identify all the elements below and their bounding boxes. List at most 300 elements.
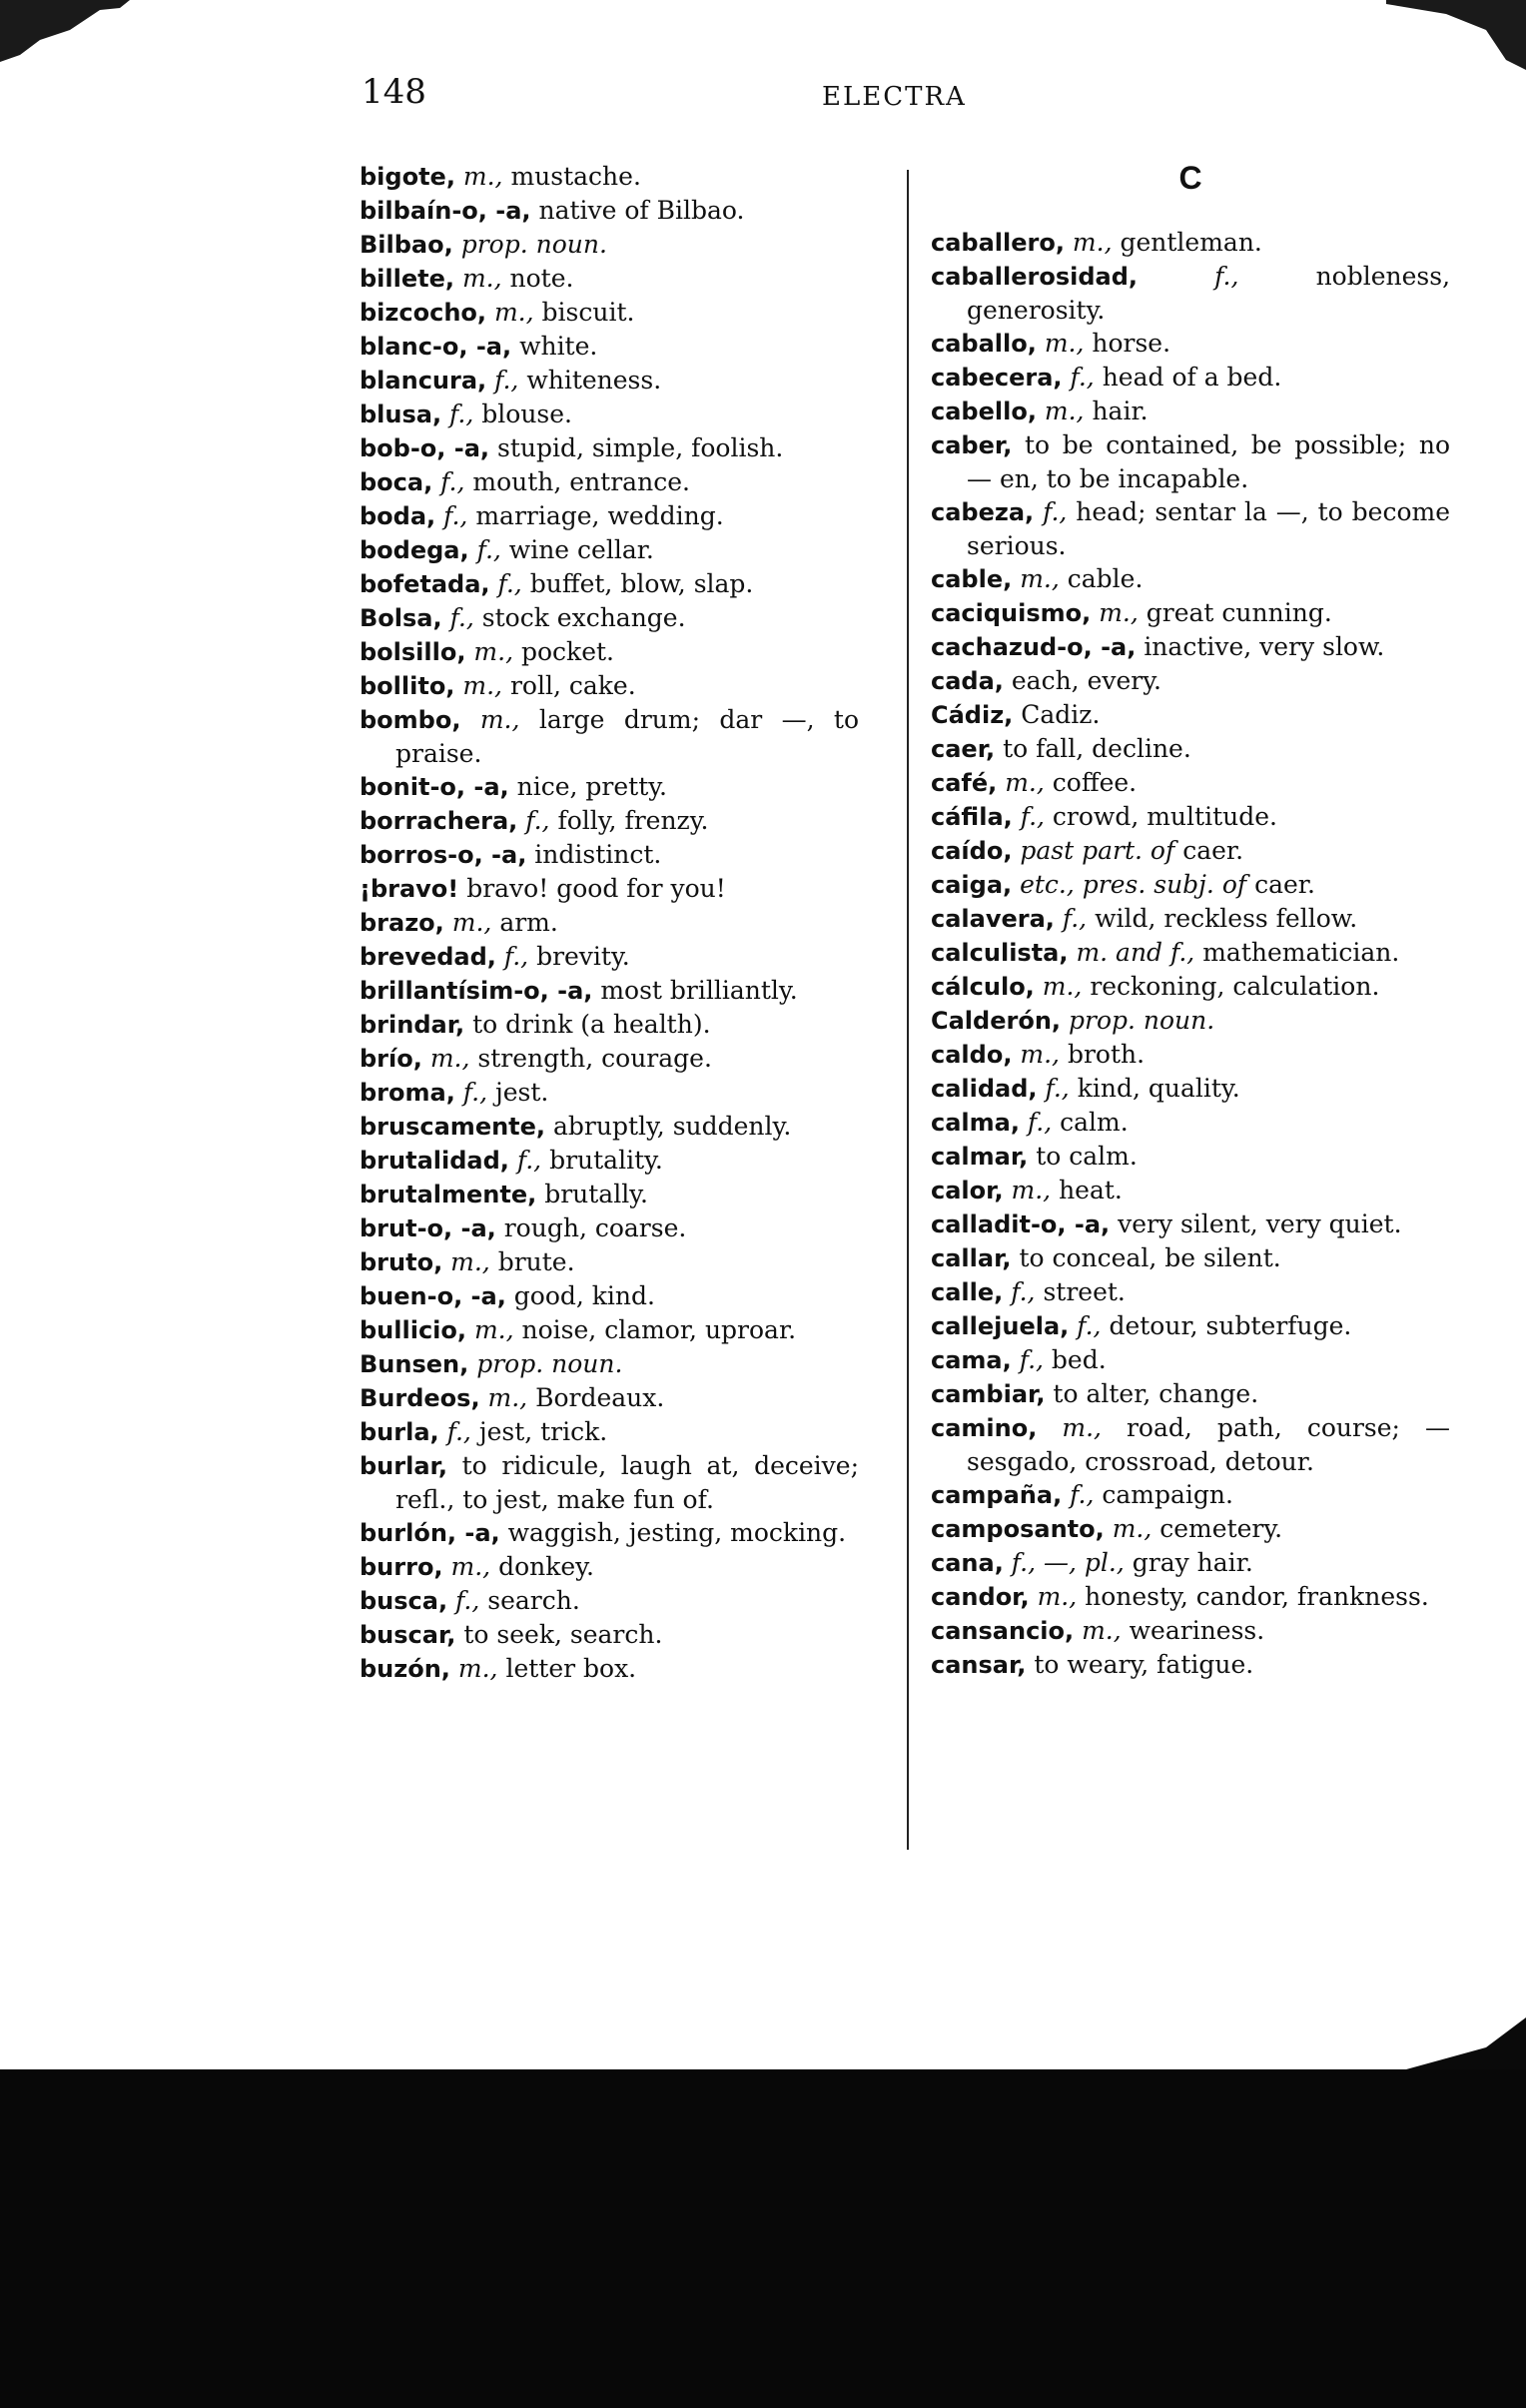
entry-definition: abruptly, suddenly. bbox=[553, 1112, 792, 1141]
dictionary-entry bbox=[931, 902, 1450, 936]
entry-headword: brindar, bbox=[360, 1011, 465, 1039]
dictionary-entry bbox=[360, 1245, 859, 1279]
entry-grammar: m., bbox=[1072, 228, 1113, 257]
entry-headword: bodega, bbox=[360, 536, 469, 564]
entry-grammar: m., bbox=[451, 908, 492, 937]
dictionary-entry bbox=[931, 226, 1450, 260]
entry-definition: road, path, course; — sesgado, crossroad, detour. bbox=[967, 1413, 1450, 1476]
entry-definition: indistinct. bbox=[534, 840, 662, 869]
dictionary-entry bbox=[931, 1207, 1450, 1241]
entry-grammar: f., bbox=[1070, 363, 1095, 392]
entry-grammar: f., bbox=[516, 1146, 542, 1175]
entry-definition: mouth, entrance. bbox=[472, 467, 690, 496]
entry-definition: bravo! good for you! bbox=[466, 874, 726, 903]
dictionary-entry bbox=[360, 262, 859, 296]
dictionary-entry bbox=[360, 398, 859, 431]
entry-definition: weariness. bbox=[1129, 1616, 1265, 1645]
entry-grammar: prop. noun. bbox=[476, 1349, 623, 1378]
entry-headword: brut-o, -a, bbox=[360, 1214, 496, 1242]
entry-definition: jest, trick. bbox=[478, 1417, 608, 1446]
dictionary-entry bbox=[360, 1584, 859, 1618]
entry-headword: cada, bbox=[931, 667, 1004, 695]
dictionary-entry bbox=[360, 940, 859, 974]
entry-headword: callar, bbox=[931, 1244, 1012, 1272]
dictionary-entry bbox=[360, 1550, 859, 1584]
entry-headword: caballero, bbox=[931, 229, 1065, 257]
right-column bbox=[931, 160, 1450, 1682]
entry-headword: cabello, bbox=[931, 398, 1037, 425]
entry-definition: nobleness, generosity. bbox=[967, 262, 1451, 325]
entry-headword: bilbaín-o, -a, bbox=[360, 197, 531, 225]
entry-definition: white. bbox=[519, 332, 598, 361]
entry-headword: caer, bbox=[931, 735, 996, 763]
entry-headword: calle, bbox=[931, 1278, 1004, 1306]
scan-edge-shadow-top-right bbox=[1386, 0, 1526, 70]
entry-headword: caído, bbox=[931, 837, 1013, 865]
entry-headword: burro, bbox=[360, 1553, 443, 1581]
entry-grammar: m., bbox=[462, 671, 502, 700]
dictionary-entry bbox=[931, 1038, 1450, 1072]
entry-grammar: prop. noun. bbox=[460, 230, 607, 259]
dictionary-entry bbox=[360, 533, 859, 567]
entry-headword: Bolsa, bbox=[360, 604, 442, 632]
entry-grammar: f., bbox=[443, 501, 468, 530]
entry-headword: cálculo, bbox=[931, 973, 1035, 1001]
entry-definition: stock exchange. bbox=[481, 603, 686, 632]
entry-grammar: f., bbox=[1043, 497, 1068, 526]
scan-background-band bbox=[0, 2069, 1526, 2408]
entry-headword: cabeza, bbox=[931, 498, 1035, 526]
entry-headword: blancura, bbox=[360, 367, 487, 395]
entry-headword: caciquismo, bbox=[931, 599, 1092, 627]
entry-definition: brutality. bbox=[549, 1146, 663, 1175]
entry-definition: cable. bbox=[1067, 564, 1144, 593]
entry-definition: head of a bed. bbox=[1102, 363, 1282, 392]
entry-headword: busca, bbox=[360, 1587, 448, 1615]
dictionary-entry bbox=[360, 431, 859, 465]
entry-headword: cachazud-o, -a, bbox=[931, 633, 1137, 661]
dictionary-entry bbox=[360, 1279, 859, 1313]
page-number: 148 bbox=[362, 72, 426, 112]
dictionary-entry bbox=[931, 1343, 1450, 1377]
section-letter: C bbox=[1178, 160, 1202, 196]
entry-grammar: f., bbox=[476, 535, 501, 564]
entry-definition: large drum; dar —, to praise. bbox=[395, 705, 860, 768]
entry-headword: caballo, bbox=[931, 330, 1037, 358]
entry-definition: cemetery. bbox=[1159, 1514, 1283, 1543]
entry-headword: cáfila, bbox=[931, 803, 1013, 831]
entry-headword: burlar, bbox=[360, 1452, 447, 1480]
entry-grammar: m., bbox=[1020, 1040, 1060, 1069]
entry-headword: calculista, bbox=[931, 939, 1069, 967]
dictionary-entry bbox=[931, 596, 1450, 630]
dictionary-entry bbox=[931, 766, 1450, 800]
entry-headword: bofetada, bbox=[360, 570, 490, 598]
entry-headword: buzón, bbox=[360, 1655, 450, 1683]
entry-definition: to be contained, be possible; no — en, to be incapable. bbox=[967, 430, 1450, 493]
entry-definition: to calm. bbox=[1036, 1142, 1138, 1171]
entry-definition: coffee. bbox=[1052, 768, 1138, 797]
dictionary-entry bbox=[931, 428, 1450, 495]
entry-grammar: past part. of bbox=[1020, 836, 1175, 865]
dictionary-entry bbox=[931, 936, 1450, 970]
entry-headword: Calderón, bbox=[931, 1007, 1062, 1035]
entry-definition: arm. bbox=[499, 908, 558, 937]
entry-headword: bigote, bbox=[360, 163, 455, 191]
dictionary-entry bbox=[931, 800, 1450, 834]
entry-grammar: m., bbox=[1044, 397, 1085, 425]
entry-grammar: f., bbox=[503, 942, 529, 971]
entry-headword: boda, bbox=[360, 502, 436, 530]
left-column bbox=[360, 160, 859, 1686]
entry-definition: to conceal, be silent. bbox=[1019, 1243, 1281, 1272]
dictionary-entry bbox=[931, 495, 1450, 562]
dictionary-entry bbox=[360, 160, 859, 194]
entry-definition: very silent, very quiet. bbox=[1118, 1209, 1402, 1238]
dictionary-entry bbox=[360, 1313, 859, 1347]
entry-grammar: m., bbox=[473, 1315, 514, 1344]
entry-definition: calm. bbox=[1060, 1108, 1129, 1137]
entry-grammar: f., bbox=[1062, 904, 1088, 933]
entry-headword: bollito, bbox=[360, 672, 455, 700]
entry-headword: cansar, bbox=[931, 1651, 1027, 1679]
dictionary-entry bbox=[360, 1042, 859, 1076]
entry-definition: brevity. bbox=[536, 942, 630, 971]
entry-grammar: m., bbox=[462, 162, 503, 191]
dictionary-entry bbox=[931, 1004, 1450, 1038]
dictionary-entry bbox=[360, 1211, 859, 1245]
entry-grammar: f., bbox=[1020, 802, 1045, 831]
dictionary-entry bbox=[360, 567, 859, 601]
dictionary-entry bbox=[360, 1618, 859, 1652]
entry-grammar: m., bbox=[473, 637, 514, 666]
entry-headword: ¡bravo! bbox=[360, 875, 459, 903]
entry-headword: cambiar, bbox=[931, 1380, 1046, 1408]
entry-definition: inactive, very slow. bbox=[1144, 632, 1385, 661]
entry-headword: camposanto, bbox=[931, 1515, 1105, 1543]
dictionary-entry bbox=[360, 635, 859, 669]
entry-definition: brute. bbox=[497, 1247, 575, 1276]
entry-definition: to fall, decline. bbox=[1003, 734, 1191, 763]
page-header bbox=[0, 72, 1526, 122]
entry-headword: brío, bbox=[360, 1045, 422, 1073]
dictionary-entry bbox=[360, 1110, 859, 1144]
dictionary-entry bbox=[931, 1140, 1450, 1174]
entry-grammar: m., bbox=[1062, 1413, 1102, 1442]
running-head: ELECTRA bbox=[822, 82, 967, 112]
entry-headword: calladit-o, -a, bbox=[931, 1210, 1111, 1238]
entry-grammar: f., bbox=[440, 467, 465, 496]
entry-definition: crowd, multitude. bbox=[1052, 802, 1277, 831]
dictionary-entry bbox=[931, 361, 1450, 395]
dictionary-entry bbox=[360, 330, 859, 364]
entry-definition: wine cellar. bbox=[508, 535, 654, 564]
entry-definition: kind, quality. bbox=[1077, 1074, 1240, 1103]
dictionary-entry bbox=[360, 228, 859, 262]
entry-definition: each, every. bbox=[1011, 666, 1161, 695]
entry-definition: blouse. bbox=[481, 400, 572, 428]
entry-grammar: m., bbox=[487, 1383, 528, 1412]
dictionary-entry bbox=[360, 1449, 859, 1516]
dictionary-entry bbox=[931, 1546, 1450, 1580]
entry-definition: bed. bbox=[1051, 1345, 1107, 1374]
entry-headword: brevedad, bbox=[360, 943, 496, 971]
entry-headword: brutalidad, bbox=[360, 1147, 509, 1175]
entry-definition: nice, pretty. bbox=[516, 772, 667, 801]
entry-grammar: f., bbox=[449, 603, 474, 632]
entry-grammar: m., bbox=[450, 1247, 490, 1276]
dictionary-entry bbox=[931, 562, 1450, 596]
dictionary-entry bbox=[360, 906, 859, 940]
entry-definition: Cadiz. bbox=[1021, 700, 1101, 729]
entry-headword: bolsillo, bbox=[360, 638, 466, 666]
entry-headword: calmar, bbox=[931, 1143, 1029, 1171]
entry-definition: brutally. bbox=[544, 1180, 648, 1208]
entry-headword: café, bbox=[931, 769, 998, 797]
entry-definition: buffet, blow, slap. bbox=[529, 569, 754, 598]
dictionary-entry bbox=[931, 260, 1450, 327]
entry-definition: to ridicule, laugh at, deceive; refl., to jest, make fun of. bbox=[395, 1451, 860, 1514]
dictionary-entry bbox=[931, 630, 1450, 664]
entry-definition: reckoning, calculation. bbox=[1090, 972, 1380, 1001]
dictionary-entry bbox=[360, 465, 859, 499]
dictionary-entry bbox=[931, 1411, 1450, 1478]
dictionary-entry bbox=[360, 1381, 859, 1415]
entry-grammar: m., bbox=[1011, 1176, 1052, 1204]
entry-headword: bonit-o, -a, bbox=[360, 773, 509, 801]
entry-definition: to seek, search. bbox=[463, 1620, 663, 1649]
entry-grammar: f., —, pl., bbox=[1011, 1548, 1125, 1577]
entry-definition: to weary, fatigue. bbox=[1034, 1650, 1254, 1679]
dictionary-entry bbox=[931, 732, 1450, 766]
entry-definition: note. bbox=[509, 264, 574, 293]
entry-grammar: f., bbox=[1045, 1074, 1070, 1103]
entry-grammar: m., bbox=[1005, 768, 1045, 797]
entry-definition: native of Bilbao. bbox=[538, 196, 745, 225]
entry-grammar: m., bbox=[1020, 564, 1060, 593]
entry-definition: jest. bbox=[495, 1078, 549, 1107]
dictionary-entry bbox=[931, 395, 1450, 428]
entry-definition: folly, frenzy. bbox=[557, 806, 709, 835]
entry-headword: candor, bbox=[931, 1583, 1030, 1611]
entry-grammar: m., bbox=[1099, 598, 1139, 627]
entry-headword: burla, bbox=[360, 1418, 439, 1446]
entry-grammar: f., bbox=[1019, 1345, 1044, 1374]
entry-headword: calidad, bbox=[931, 1075, 1038, 1103]
entry-headword: buen-o, -a, bbox=[360, 1282, 506, 1310]
entry-headword: blusa, bbox=[360, 401, 442, 428]
dictionary-entry bbox=[360, 1076, 859, 1110]
entry-definition: Bordeaux. bbox=[535, 1383, 665, 1412]
dictionary-entry bbox=[360, 703, 859, 770]
entry-definition: detour, subterfuge. bbox=[1109, 1311, 1352, 1340]
entry-definition: street. bbox=[1043, 1277, 1126, 1306]
entry-headword: bob-o, -a, bbox=[360, 434, 490, 462]
right-column-entries bbox=[931, 226, 1450, 1682]
entry-definition: letter box. bbox=[505, 1654, 637, 1683]
dictionary-entry bbox=[360, 1144, 859, 1178]
entry-definition: to alter, change. bbox=[1053, 1379, 1259, 1408]
entry-grammar: m., bbox=[461, 264, 502, 293]
entry-grammar: f., bbox=[1070, 1480, 1095, 1509]
entry-definition: broth. bbox=[1067, 1040, 1145, 1069]
dictionary-entry bbox=[931, 970, 1450, 1004]
entry-definition: rough, coarse. bbox=[503, 1213, 687, 1242]
entry-headword: calor, bbox=[931, 1177, 1004, 1204]
entry-grammar: f., bbox=[525, 806, 550, 835]
dictionary-entry bbox=[931, 1174, 1450, 1207]
entry-grammar: m., bbox=[457, 1654, 498, 1683]
dictionary-entry bbox=[360, 1347, 859, 1381]
entry-definition: donkey. bbox=[498, 1552, 594, 1581]
dictionary-entry bbox=[931, 1614, 1450, 1648]
entry-definition: noise, clamor, uproar. bbox=[521, 1315, 797, 1344]
entry-headword: campaña, bbox=[931, 1481, 1063, 1509]
entry-headword: caiga, bbox=[931, 871, 1013, 899]
entry-headword: calavera, bbox=[931, 905, 1055, 933]
entry-grammar: m., bbox=[429, 1044, 470, 1073]
dictionary-entry bbox=[931, 1241, 1450, 1275]
entry-grammar: m. and f., bbox=[1076, 938, 1195, 967]
entry-definition: good, kind. bbox=[513, 1281, 655, 1310]
column-divider bbox=[907, 170, 909, 1850]
entry-grammar: m., bbox=[479, 705, 520, 734]
entry-definition: waggish, jesting, mocking. bbox=[507, 1518, 847, 1547]
dictionary-entry bbox=[360, 364, 859, 398]
entry-headword: callejuela, bbox=[931, 1312, 1070, 1340]
entry-grammar: f., bbox=[1077, 1311, 1102, 1340]
entry-headword: caldo, bbox=[931, 1041, 1013, 1069]
entry-headword: caballerosidad, bbox=[931, 263, 1139, 291]
entry-headword: Bilbao, bbox=[360, 231, 453, 259]
dictionary-entry bbox=[360, 770, 859, 804]
entry-headword: broma, bbox=[360, 1079, 455, 1107]
entry-headword: Burdeos, bbox=[360, 1384, 480, 1412]
dictionary-entry bbox=[931, 327, 1450, 361]
dictionary-entry bbox=[360, 974, 859, 1008]
entry-headword: caber, bbox=[931, 431, 1013, 459]
dictionary-entry bbox=[931, 1106, 1450, 1140]
entry-definition: caer. bbox=[1182, 836, 1244, 865]
entry-grammar: m., bbox=[1112, 1514, 1152, 1543]
entry-definition: marriage, wedding. bbox=[475, 501, 724, 530]
entry-definition: heat. bbox=[1059, 1176, 1123, 1204]
entry-grammar: etc., pres. subj. of bbox=[1020, 870, 1247, 899]
entry-definition: great cunning. bbox=[1145, 598, 1332, 627]
entry-headword: brazo, bbox=[360, 909, 444, 937]
entry-grammar: f., bbox=[494, 366, 519, 395]
dictionary-entry bbox=[360, 1516, 859, 1550]
entry-definition: hair. bbox=[1092, 397, 1148, 425]
entry-definition: mathematician. bbox=[1202, 938, 1400, 967]
entry-definition: whiteness. bbox=[526, 366, 662, 395]
entry-headword: cana, bbox=[931, 1549, 1004, 1577]
dictionary-entry bbox=[931, 1478, 1450, 1512]
entry-grammar: f., bbox=[446, 1417, 471, 1446]
entry-headword: calma, bbox=[931, 1109, 1020, 1137]
entry-headword: brillantísim-o, -a, bbox=[360, 977, 593, 1005]
dictionary-entry bbox=[360, 872, 859, 906]
dictionary-entry bbox=[360, 838, 859, 872]
dictionary-entry bbox=[360, 601, 859, 635]
entry-definition: biscuit. bbox=[541, 298, 635, 327]
dictionary-entry bbox=[360, 499, 859, 533]
entry-definition: stupid, simple, foolish. bbox=[497, 433, 784, 462]
entry-grammar: f., bbox=[1214, 262, 1239, 291]
dictionary-entry bbox=[360, 194, 859, 228]
entry-headword: buscar, bbox=[360, 1621, 456, 1649]
entry-headword: cama, bbox=[931, 1346, 1012, 1374]
dictionary-entry bbox=[931, 1309, 1450, 1343]
dictionary-entry bbox=[931, 868, 1450, 902]
entry-headword: blanc-o, -a, bbox=[360, 333, 512, 361]
entry-headword: borrachera, bbox=[360, 807, 518, 835]
entry-headword: bombo, bbox=[360, 706, 461, 734]
entry-headword: camino, bbox=[931, 1414, 1038, 1442]
scan-edge-shadow-top-left bbox=[0, 0, 130, 62]
entry-grammar: f., bbox=[462, 1078, 488, 1107]
entry-grammar: m., bbox=[450, 1552, 491, 1581]
dictionary-entry bbox=[931, 698, 1450, 732]
dictionary-entry bbox=[931, 1275, 1450, 1309]
entry-definition: caer. bbox=[1254, 870, 1315, 899]
entry-headword: billete, bbox=[360, 265, 455, 293]
entry-headword: brutalmente, bbox=[360, 1181, 537, 1208]
entry-headword: Bunsen, bbox=[360, 1350, 469, 1378]
dictionary-entry bbox=[360, 1008, 859, 1042]
entry-definition: strength, courage. bbox=[477, 1044, 712, 1073]
dictionary-entry bbox=[931, 664, 1450, 698]
dictionary-entry bbox=[931, 1377, 1450, 1411]
entry-grammar: f., bbox=[455, 1586, 480, 1615]
dictionary-entry bbox=[931, 1072, 1450, 1106]
entry-definition: gray hair. bbox=[1132, 1548, 1253, 1577]
entry-definition: head; sentar la —, to become serious. bbox=[967, 497, 1450, 560]
entry-headword: Cádiz, bbox=[931, 701, 1014, 729]
dictionary-entry bbox=[931, 1580, 1450, 1614]
entry-definition: search. bbox=[487, 1586, 580, 1615]
dictionary-entry bbox=[931, 1648, 1450, 1682]
entry-headword: bullicio, bbox=[360, 1316, 467, 1344]
dictionary-entry bbox=[360, 1415, 859, 1449]
entry-grammar: prop. noun. bbox=[1068, 1006, 1215, 1035]
entry-grammar: f., bbox=[1011, 1277, 1036, 1306]
entry-definition: to drink (a health). bbox=[472, 1010, 711, 1039]
dictionary-entry bbox=[360, 1652, 859, 1686]
entry-definition: pocket. bbox=[520, 637, 614, 666]
entry-definition: horse. bbox=[1092, 329, 1171, 358]
entry-grammar: f., bbox=[449, 400, 474, 428]
entry-headword: cabecera, bbox=[931, 364, 1063, 392]
entry-headword: cansancio, bbox=[931, 1617, 1075, 1645]
dictionary-entry bbox=[931, 1512, 1450, 1546]
entry-headword: boca, bbox=[360, 468, 433, 496]
dictionary-entry bbox=[360, 296, 859, 330]
entry-headword: bruscamente, bbox=[360, 1113, 546, 1141]
entry-grammar: f., bbox=[497, 569, 522, 598]
entry-definition: roll, cake. bbox=[509, 671, 636, 700]
entry-headword: bizcocho, bbox=[360, 299, 487, 327]
entry-grammar: m., bbox=[1037, 1582, 1078, 1611]
entry-headword: cable, bbox=[931, 565, 1013, 593]
entry-grammar: f., bbox=[1027, 1108, 1053, 1137]
entry-grammar: m., bbox=[1044, 329, 1085, 358]
entry-headword: burlón, -a, bbox=[360, 1519, 500, 1547]
entry-definition: mustache. bbox=[510, 162, 641, 191]
dictionary-entry bbox=[931, 834, 1450, 868]
dictionary-entry bbox=[360, 1178, 859, 1211]
entry-definition: campaign. bbox=[1102, 1480, 1233, 1509]
